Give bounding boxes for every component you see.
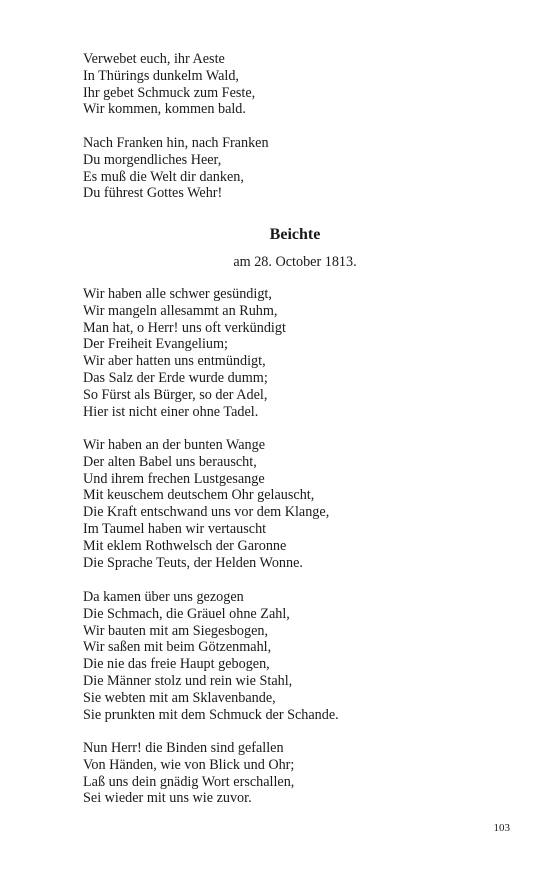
verse-line: Die Schmach, die Gräuel ohne Zahl, — [83, 605, 290, 622]
verse-line: Ihr gebet Schmuck zum Feste, — [83, 84, 256, 101]
verse-line: Die Kraft entschwand uns vor dem Klange, — [83, 504, 330, 521]
stanza-before-1 — [83, 51, 255, 118]
poem-stanza-3 — [83, 589, 339, 723]
verse-line: Die nie das freie Haupt gebogen, — [83, 656, 270, 673]
verse-line: Wir haben alle schwer gesündigt, — [83, 286, 272, 302]
verse-line: Man hat, o Herr! uns oft verkündigt — [83, 319, 286, 336]
verse-line: Wir aber hatten uns entmündigt, — [83, 353, 266, 370]
verse-line: Wir mangeln allesammt an Ruhm, — [83, 302, 278, 319]
verse-line: Laß uns dein gnädig Wort erschallen, — [83, 773, 295, 790]
verse-line: In Thürings dunkelm Wald, — [83, 67, 239, 84]
verse-line: Mit keuschem deutschem Ohr gelauscht, — [83, 487, 315, 504]
verse-line: Im Taumel haben wir vertauscht — [83, 520, 267, 537]
verse-line: Hier ist nicht einer ohne Tadel. — [83, 403, 259, 420]
verse-line: Der alten Babel uns berauscht, — [83, 453, 257, 470]
verse-line: Sie prunkten mit dem Schmuck der Schande. — [83, 706, 339, 723]
verse-line: Wir kommen, kommen bald. — [83, 101, 246, 118]
verse-line: So Fürst als Bürger, so der Adel, — [83, 386, 268, 403]
verse-line: Sei wieder mit uns wie zuvor. — [83, 790, 252, 807]
poem-stanza-1 — [83, 286, 286, 420]
verse-line: Von Händen, wie von Blick und Ohr; — [83, 756, 295, 773]
verse-line: Wir saßen mit beim Götzenmahl, — [83, 639, 272, 656]
page-number: 103 — [493, 822, 510, 834]
verse-line: Nach Franken hin, nach Franken — [83, 135, 269, 151]
verse-line: Sie webten mit am Sklavenbande, — [83, 689, 276, 706]
verse-line: Das Salz der Erde wurde dumm; — [83, 369, 268, 386]
verse-line: Und ihrem frechen Lustgesange — [83, 470, 265, 487]
poem-subtitle: am 28. October 1813. — [233, 254, 357, 270]
verse-line: Wir bauten mit am Siegesbogen, — [83, 622, 269, 639]
verse-line: Die Männer stolz und rein wie Stahl, — [83, 672, 293, 689]
poem-stanza-2 — [83, 437, 329, 571]
verse-line: Der Freiheit Evangelium; — [83, 336, 228, 353]
verse-line: Da kamen über uns gezogen — [83, 589, 244, 605]
verse-line: Nun Herr! die Binden sind gefallen — [83, 740, 284, 756]
poem-title: Beichte — [269, 226, 321, 243]
verse-line: Die Sprache Teuts, der Helden Wonne. — [83, 554, 303, 571]
verse-line: Du morgendliches Heer, — [83, 151, 222, 168]
verse-line: Du führest Gottes Wehr! — [83, 185, 223, 202]
poem-stanza-4 — [83, 740, 294, 807]
verse-line: Es muß die Welt dir danken, — [83, 168, 244, 185]
verse-line: Verwebet euch, ihr Aeste — [83, 51, 225, 67]
stanza-before-2 — [83, 135, 269, 202]
verse-line: Wir haben an der bunten Wange — [83, 437, 265, 453]
verse-line: Mit eklem Rothwelsch der Garonne — [83, 537, 287, 554]
